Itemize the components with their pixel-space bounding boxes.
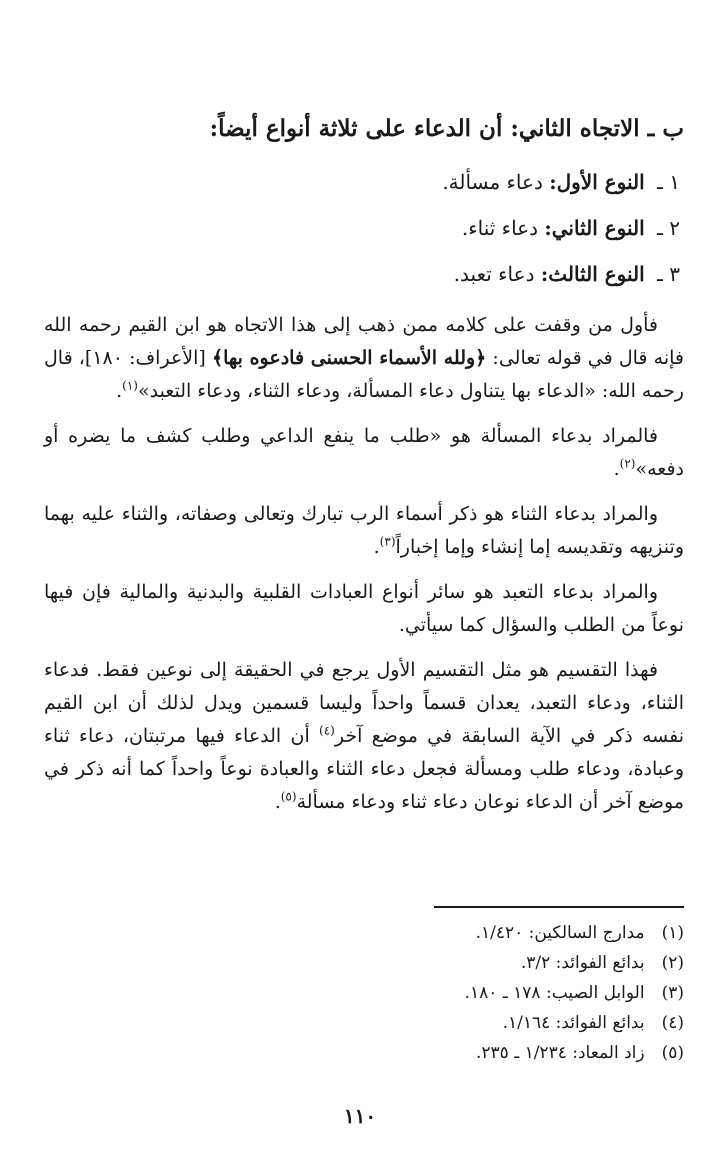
p5-text-a: فهذا التقسيم هو مثل التقسيم الأول يرجع في الحقيقة إلى نوعين فقط. فدعاء الثناء، ودعاء التعبد، يعدان قسماً واحداً وليسا قسمين ويدل لذلك أن ابن القيم نفسه ذكر في الآية السابقة في موضع آخر (44, 658, 684, 747)
type-number: ٣ ـ (657, 261, 680, 286)
footnote-text: بدائع الفوائد: ١/١٦٤. (502, 1013, 645, 1033)
p3-end: . (373, 535, 380, 558)
footnote-item (44, 918, 684, 948)
footnote-number: (٣) (661, 983, 684, 1003)
footnote-divider (434, 906, 684, 908)
type-item (44, 159, 680, 205)
footnote-text: مدارج السالكين: ١/٤٢٠. (475, 923, 645, 943)
type-label: النوع الأول: (549, 169, 645, 194)
type-number: ٢ ـ (657, 215, 680, 240)
type-value: دعاء تعبد. (453, 261, 535, 286)
p3-text: والمراد بدعاء الثناء هو ذكر أسماء الرب تبارك وتعالى وصفاته، والثناء عليه بهما وتنزيهه وتقديسه إما إنشاء وإما إخباراً (44, 502, 684, 558)
type-label: النوع الثالث: (540, 261, 645, 286)
p2-text: فالمراد بدعاء المسألة هو «طلب ما ينفع الداعي وطلب كشف ما يضره أو دفعه» (44, 424, 684, 480)
type-item (44, 251, 680, 297)
page-number: ١١٠ (343, 1104, 377, 1128)
p2-end: . (613, 457, 620, 480)
paragraph-conclusion (44, 654, 684, 819)
footnote-item (44, 1038, 684, 1068)
footnote-ref[interactable]: (٣) (379, 534, 396, 549)
footnote-ref[interactable]: (٢) (619, 456, 636, 471)
page-body (44, 112, 684, 831)
quran-verse: ﴿ولله الأسماء الحسنى فادعوه بها﴾ (211, 346, 487, 369)
footnote-ref[interactable]: (١) (122, 378, 138, 393)
footnote-ref[interactable]: (٥) (280, 789, 297, 804)
footnote-item (44, 1008, 684, 1038)
paragraph-ibn-qayyim (44, 309, 684, 408)
paragraph-thana (44, 498, 684, 564)
footnotes (44, 906, 684, 1068)
footnote-number: (٢) (661, 953, 684, 973)
footnote-text: الوابل الصيب: ١٧٨ ـ ١٨٠. (464, 983, 645, 1003)
type-number: ١ ـ (657, 169, 680, 194)
footnote-number: (٤) (661, 1013, 684, 1033)
footnote-ref[interactable]: (٤) (319, 723, 335, 738)
paragraph-masala (44, 420, 684, 486)
footnote-item (44, 978, 684, 1008)
p5-text-b: أن الدعاء فيها مرتبتان، دعاء ثناء وعبادة، ودعاء طلب ومسألة فجعل دعاء الثناء والعبادة نوعاً واحداً كما أنه ذكر في موضع آخر أن الدعاء نوعان دعاء ثناء ودعاء مسألة (44, 724, 684, 813)
type-value: دعاء ثناء. (461, 215, 538, 240)
footnote-number: (١) (661, 923, 684, 943)
footnote-item (44, 948, 684, 978)
heading-text: أن الدعاء على ثلاثة أنواع أيضاً: (209, 115, 503, 142)
type-label: النوع الثاني: (544, 215, 645, 240)
p1-text-a: فأول من وقفت على كلامه ممن ذهب إلى هذا الاتجاه هو ابن القيم رحمه الله فإنه قال في قوله تعالى: (44, 313, 684, 369)
paragraph-taabbud (44, 576, 684, 642)
footnote-text: زاد المعاد: ١/٢٣٤ ـ ٢٣٥. (475, 1043, 645, 1063)
heading-label: ب ـ الاتجاه الثاني: (510, 115, 684, 142)
types-list (44, 159, 680, 297)
p1-text-b: [الأعراف: ١٨٠]، قال رحمه الله: «الدعاء بها يتناول دعاء المسألة، ودعاء الثناء، ودعاء التعبد» (44, 346, 684, 402)
p4-text: والمراد بدعاء التعبد هو سائر أنواع العبادات القلبية والبدنية والمالية فإن فيها نوعاً من الطلب والسؤال كما سيأتي. (44, 580, 684, 636)
footnote-number: (٥) (661, 1043, 684, 1063)
footnote-text: بدائع الفوائد: ٣/٢. (520, 953, 645, 973)
type-item (44, 205, 680, 251)
p5-end: . (274, 790, 281, 813)
type-value: دعاء مسألة. (442, 169, 543, 194)
section-heading (44, 112, 684, 147)
p1-end: . (116, 379, 123, 402)
